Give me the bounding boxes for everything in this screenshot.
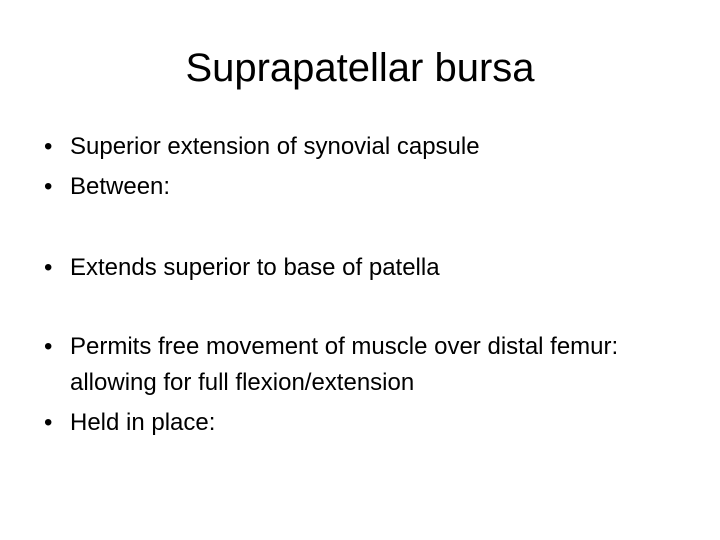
bullet-marker: • <box>44 173 53 200</box>
bullet-item <box>44 169 664 205</box>
bullet-text: Superior extension of synovial capsule <box>70 133 480 160</box>
bullet-text: Held in place: <box>70 409 216 436</box>
bullet-item <box>44 129 664 165</box>
slide-title: Suprapatellar bursa <box>185 46 535 90</box>
bullet-item <box>44 250 664 286</box>
bullet-marker: • <box>44 333 53 360</box>
bullet-text: Permits free movement of muscle over distal femur: allowing for full flexion/extension <box>70 333 619 396</box>
bullet-text: Between: <box>70 173 171 200</box>
bullet-marker: • <box>44 409 53 436</box>
bullet-item <box>44 329 654 401</box>
bullet-text: Extends superior to base of patella <box>70 254 440 281</box>
bullet-item <box>44 405 664 441</box>
bullet-marker: • <box>44 133 53 160</box>
bullet-marker: • <box>44 254 53 281</box>
